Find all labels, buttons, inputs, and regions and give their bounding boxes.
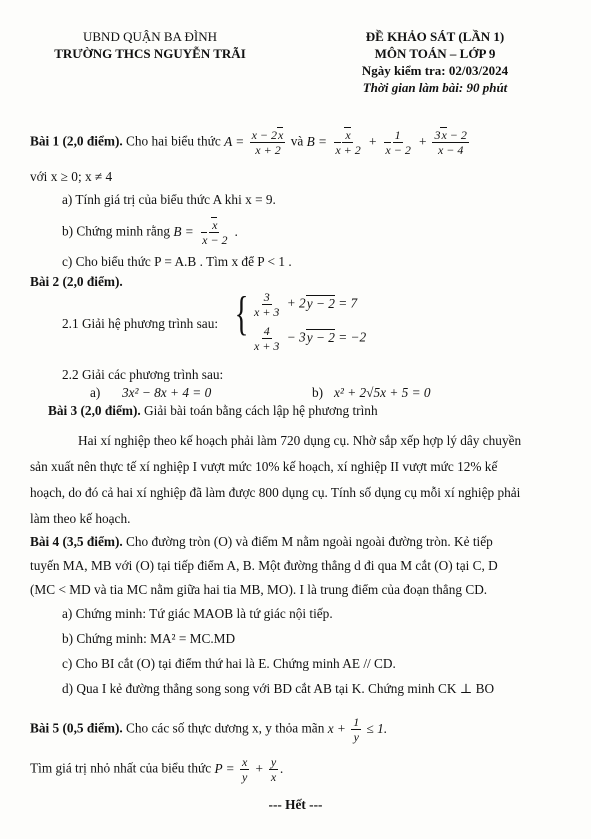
bai2-title: Bài 2 (2,0 điểm). — [30, 274, 123, 289]
bai4-l1: Cho đường tròn (O) và điểm M nằm ngoài ngoài đường tròn. Kẻ tiếp — [126, 534, 493, 549]
bai1-condition: với x ≥ 0; x ≠ 4 — [30, 169, 113, 184]
bai2-1: 2.1 Giải hệ phương trình sau: — [62, 316, 219, 331]
expr-B: B = $\frac{x}{x + 2}$ + $\frac{1}{x - 2}$ + $\frac{3x - 2}{x - 4}$ — [306, 128, 467, 157]
bai3-p2: sản xuất nên thực tế xí nghiệp I vượt mức 10% kế hoạch, xí nghiệp II vượt mức 12% kế — [30, 459, 498, 474]
exam-title: ĐỀ KHẢO SÁT (LẦN 1) — [365, 29, 505, 44]
bai1-line — [30, 128, 471, 157]
bai5-title: Bài 5 (0,5 điểm). — [30, 720, 123, 736]
bai4-c: c) Cho BI cắt (O) tại điểm thứ hai là E. Chứng minh AE // CD. — [62, 656, 396, 671]
bai5-condition: x + $\frac{1}{y}$ ≤ 1. — [327, 715, 388, 744]
equation-system: { $\frac{3}{x + 3}$ + 2y − 2 = 7 $\frac{4}{x + 3}$ − 3y − 2 = −2 — [234, 287, 367, 353]
expr-A: A = $\frac{x - 2x}{x + 2}$ — [224, 128, 284, 157]
expr-P: P = $\frac{x}{y}$ + $\frac{y}{x}$ . — [214, 755, 284, 784]
bai4-line1 — [30, 533, 493, 550]
bai2-2a-label: a) — [90, 385, 101, 400]
bai2-2: 2.2 Giải các phương trình sau: — [62, 367, 224, 382]
bai3-intro: Giải bài toán bằng cách lập hệ phương trình — [144, 403, 378, 418]
bai3-p4: làm theo kế hoạch. — [30, 511, 131, 526]
exam-duration: Thời gian làm bài: 90 phút — [362, 80, 508, 95]
bai4-d: d) Qua I kẻ đường thẳng song song với BD cắt AB tại K. Chứng minh CK ⊥ BO — [62, 681, 495, 696]
bai1-and: và — [290, 133, 304, 149]
bai1-b-line: b) Chứng minh rằng B = $\frac{x}{x - 2}$ . — [62, 218, 239, 247]
bai1-title: Bài 1 (2,0 điểm). — [30, 133, 123, 149]
bai3-title: Bài 3 (2,0 điểm). — [48, 403, 141, 418]
bai3-header — [48, 402, 378, 419]
bai4-l2: tuyến MA, MB với (O) tại tiếp điểm A, B. Một đường thẳng d đi qua M cắt (O) tại C, D — [30, 558, 498, 573]
bai5-intro: Cho các số thực dương x, y thỏa mãn — [126, 720, 325, 736]
bai1-c: c) Cho biểu thức P = A.B . Tìm x để P < 1 . — [62, 254, 292, 269]
bai3-p1: Hai xí nghiệp theo kế hoạch phải làm 720 dụng cụ. Nhờ sắp xếp hợp lý dây chuyền — [78, 433, 522, 448]
system-brace: { — [234, 287, 249, 340]
school-name: TRƯỜNG THCS NGUYỄN TRÃI — [54, 46, 246, 61]
bai1-intro: Cho hai biểu thức — [126, 133, 221, 149]
bai4-l3: (MC < MD và tia MC nằm giữa hai tia MB, MO). I là trung điểm của đoạn thẳng CD. — [30, 582, 488, 597]
exam-date: Ngày kiểm tra: 02/03/2024 — [361, 63, 509, 78]
bai1-a: a) Tính giá trị của biểu thức A khi x = 9. — [62, 192, 276, 207]
bai4-b: b) Chứng minh: MA² = MC.MD — [62, 631, 236, 646]
bai5-line1 — [30, 715, 387, 744]
bai2-2a-eq: 3x² − 8x + 4 = 0 — [122, 385, 212, 400]
bai1-b: b) Chứng minh rằng — [62, 223, 171, 239]
bai4-title: Bài 4 (3,5 điểm). — [30, 534, 123, 549]
bai2-2b-label: b) — [312, 385, 324, 400]
bai4-a: a) Chứng minh: Tứ giác MAOB là tứ giác nội tiếp. — [62, 606, 333, 621]
bai5-find: Tìm giá trị nhỏ nhất của biểu thức — [30, 760, 212, 776]
bai5-line2 — [30, 755, 284, 784]
end-marker: --- Hết --- — [268, 797, 323, 812]
bai3-p3: hoạch, do đó cả hai xí nghiệp đã làm được 800 dụng cụ. Tính số dụng cụ mỗi xí nghiệp phải — [30, 485, 521, 500]
district-name: UBND QUẬN BA ĐÌNH — [83, 29, 217, 44]
bai2-2b-eq: x² + 2√5x + 5 = 0 — [334, 385, 431, 400]
subject: MÔN TOÁN – LỚP 9 — [374, 46, 496, 61]
